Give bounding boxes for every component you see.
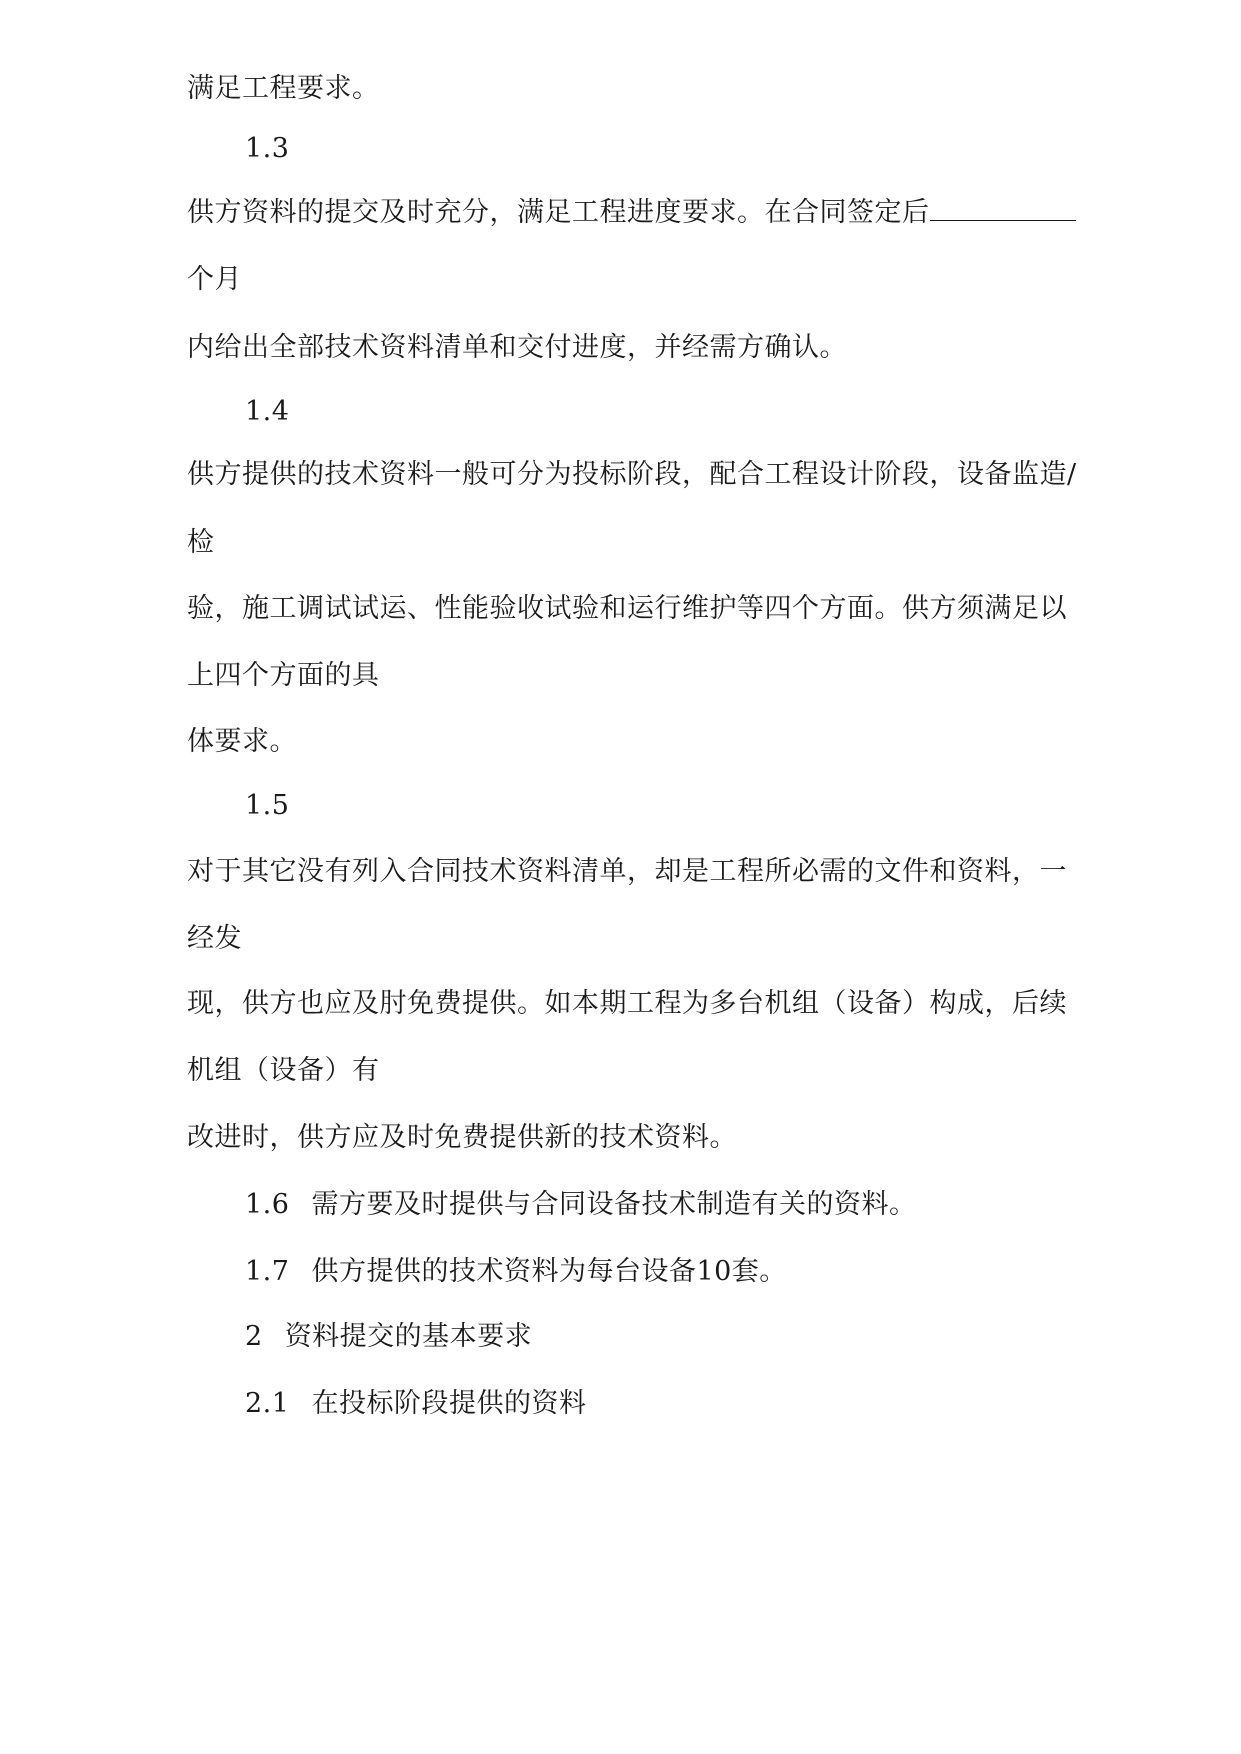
paragraph-line: 内给出全部技术资料清单和交付进度，并经需方确认。 xyxy=(187,332,847,363)
paragraph-line: 体要求。 xyxy=(187,726,297,757)
fill-in-blank xyxy=(930,198,1076,221)
paragraph-line: 经发 xyxy=(187,923,242,954)
section-number: 1.4 xyxy=(245,396,290,427)
paragraph-text: 供方资料的提交及时充分，满足工程进度要求。在合同签定后 xyxy=(187,197,930,228)
item-number: 1.7 xyxy=(245,1256,290,1287)
paragraph-line: 验，施工调试试运、性能验收试验和运行维护等四个方面。供方须满足以 xyxy=(187,593,1067,624)
paragraph-line: 个月 xyxy=(187,264,242,295)
item-number: 2.1 xyxy=(245,1388,290,1419)
paragraph-line: 对于其它没有列入合同技术资料清单，却是工程所必需的文件和资料，一 xyxy=(187,856,1067,887)
section-number: 1.3 xyxy=(245,133,290,164)
paragraph-line xyxy=(187,196,1076,230)
section-heading xyxy=(245,1320,532,1354)
item-text: 在投标阶段提供的资料 xyxy=(311,1388,587,1419)
list-item xyxy=(245,1188,916,1222)
item-text: 需方要及时提供与合同设备技术制造有关的资料。 xyxy=(311,1189,917,1220)
section-number: 1.5 xyxy=(245,790,290,821)
item-number: 1.6 xyxy=(245,1189,290,1220)
paragraph-line: 改进时，供方应及时免费提供新的技术资料。 xyxy=(187,1122,737,1153)
paragraph-line: 机组（设备）有 xyxy=(187,1055,380,1086)
paragraph-line: 供方提供的技术资料一般可分为投标阶段，配合工程设计阶段，设备监造/ xyxy=(187,459,1077,490)
item-number: 2 xyxy=(245,1321,263,1352)
item-text: 资料提交的基本要求 xyxy=(284,1321,533,1352)
subsection-heading xyxy=(245,1387,586,1421)
item-text: 供方提供的技术资料为每台设备10套。 xyxy=(311,1256,787,1287)
paragraph-line: 满足工程要求。 xyxy=(187,73,380,104)
paragraph-line: 检 xyxy=(187,527,215,558)
list-item xyxy=(245,1255,787,1289)
paragraph-line: 上四个方面的具 xyxy=(187,660,380,691)
paragraph-line: 现，供方也应及肘免费提供。如本期工程为多台机组（设备）构成，后续 xyxy=(187,988,1067,1019)
